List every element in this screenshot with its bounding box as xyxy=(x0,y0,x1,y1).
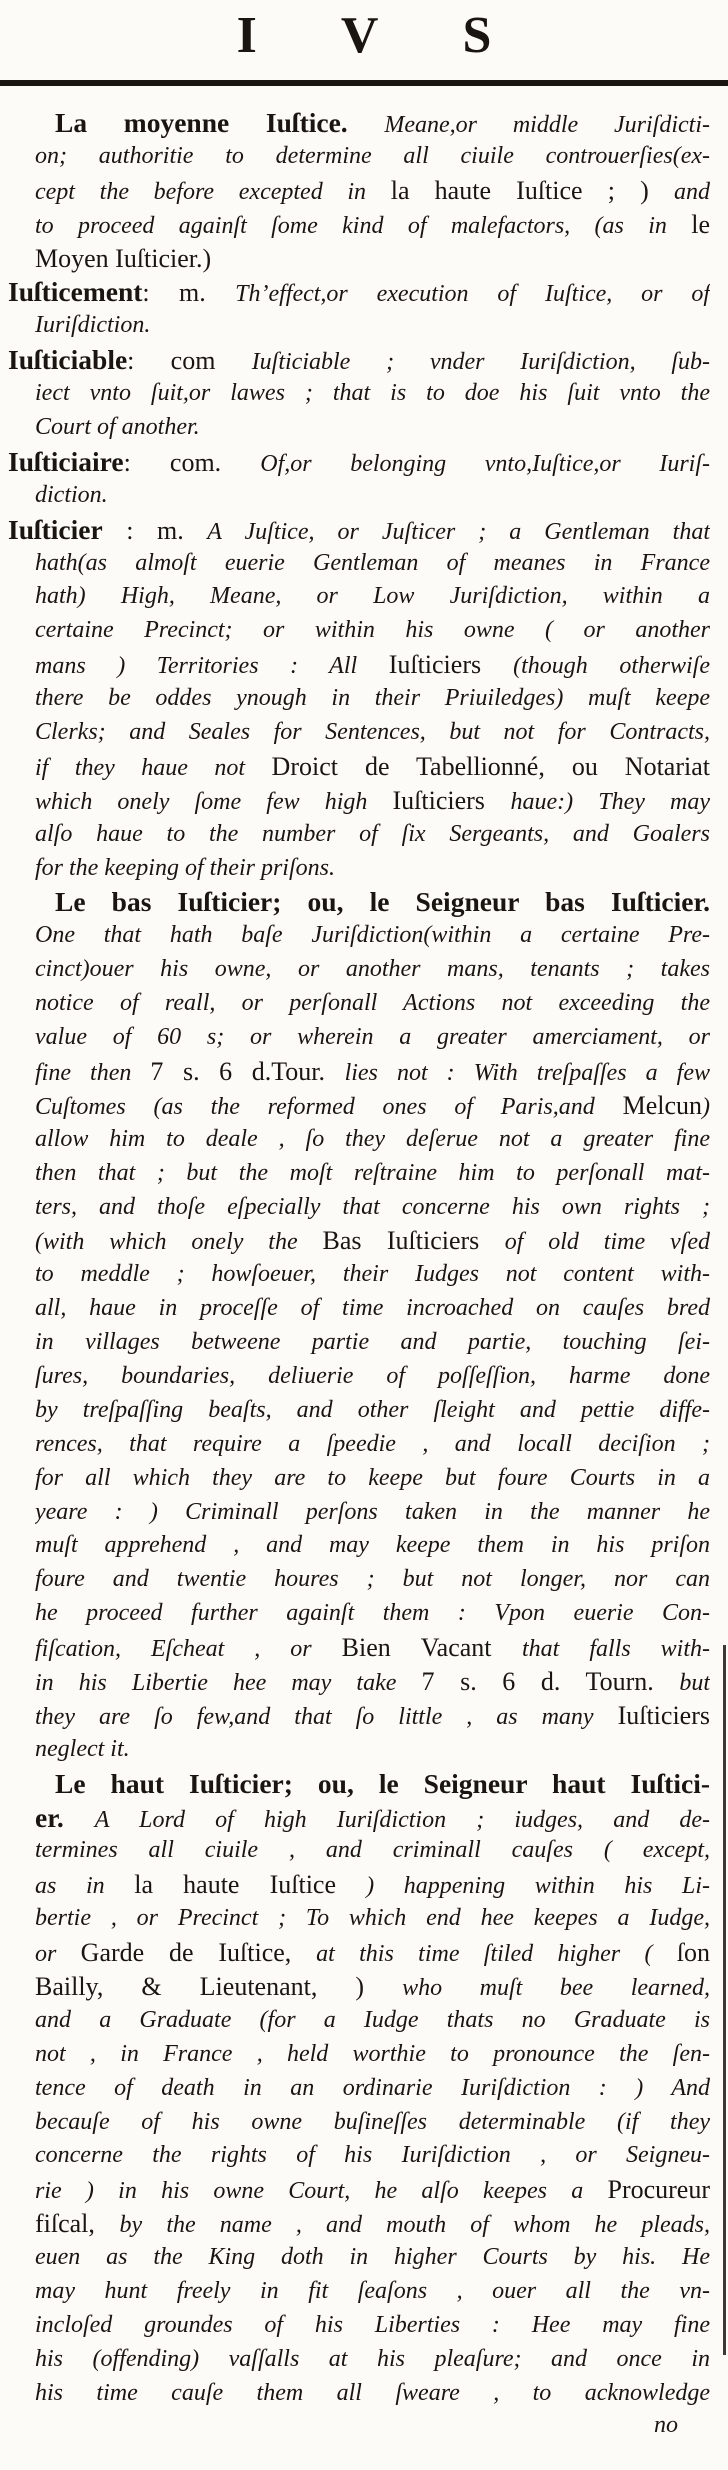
text-line xyxy=(8,445,710,479)
gloss-text: One that hath baſe Juriſdiction(within a certaine Pre- xyxy=(35,922,710,949)
dictionary-entry xyxy=(8,885,710,1766)
gloss-text: all, haue in proceſſe of time incroached on cauſes bred xyxy=(35,1295,710,1322)
roman-text: ſon xyxy=(676,1938,710,1968)
roman-text: le xyxy=(691,209,710,239)
gloss-text: value of 60 s; or wherein a greater amerciament, or xyxy=(35,1024,710,1051)
text-line xyxy=(35,174,710,208)
roman-text: Iuſticiers xyxy=(617,1700,710,1730)
text-line xyxy=(35,1089,710,1123)
roman-text: Iuſticiers xyxy=(388,650,514,680)
roman-text: 7 s. 6 d.Tour. xyxy=(150,1056,345,1086)
roman-text: : com. xyxy=(123,447,261,477)
text-line xyxy=(35,614,710,648)
gloss-text: then that ; but the moſt reſtraine him to perſonall mat- xyxy=(35,1159,710,1186)
text-line xyxy=(35,1597,710,1631)
text-line xyxy=(35,852,710,886)
gloss-text: muſt apprehend , and may keepe them in his priſon xyxy=(35,1532,710,1559)
headword-text: Iuſticiaire xyxy=(8,445,124,477)
gloss-text: of old time vſed xyxy=(504,1229,710,1256)
gloss-text: ) xyxy=(702,1093,710,1120)
dictionary-text xyxy=(0,106,728,2411)
text-line xyxy=(35,818,710,852)
gloss-text: his (offending) vaſſalls at his pleaſure; and once in xyxy=(35,2345,710,2372)
gloss-text: to proceed againſt ſome kind of malefactors, (as in xyxy=(35,212,692,239)
gloss-text: who muſt bee learned, xyxy=(402,1974,710,2001)
text-line xyxy=(35,2377,710,2411)
gloss-text: hath) High, Meane, or Low Juriſdiction, within a xyxy=(35,583,710,610)
text-line xyxy=(35,953,710,987)
gloss-text: (with which onely the xyxy=(35,1229,323,1256)
text-line xyxy=(35,1123,710,1157)
roman-text: la haute Iuſtice ; ) xyxy=(390,175,675,205)
text-line xyxy=(35,309,710,343)
roman-text: Bien Vacant xyxy=(341,1633,522,1663)
page-edge-line xyxy=(723,1645,726,2355)
gloss-text: his time cauſe them all ſweare , to acknowledge xyxy=(35,2379,710,2406)
gloss-text: iect vnto ſuit,or lawes ; that is to doe his ſuit vnto the xyxy=(35,380,710,407)
gloss-text: termines all ciuile , and criminall cauſes ( except, xyxy=(35,1837,710,1864)
text-line xyxy=(35,2106,710,2140)
headword-text: Le haut Iuſticier; ou, le Seigneur haut Iuſtici- xyxy=(55,1767,710,1799)
gloss-text: rie ) in his owne Court, he alſo keepes a xyxy=(35,2178,608,2205)
text-line xyxy=(8,343,710,377)
gloss-text: ſures, boundaries, deliuerie of poſſeſſion, harme done xyxy=(35,1362,710,1389)
header-rule xyxy=(0,80,728,86)
text-line xyxy=(35,1529,710,1563)
gloss-text: in his Libertie hee may take xyxy=(35,1669,422,1696)
text-line xyxy=(35,411,710,445)
gloss-text: fiſcation, Eſcheat , or xyxy=(35,1636,342,1663)
gloss-text: which onely ſome few high xyxy=(35,788,393,815)
text-line xyxy=(35,716,710,750)
gloss-text: at this time ſtiled higher ( xyxy=(316,1941,677,1968)
text-line xyxy=(35,2343,710,2377)
roman-text: fiſcal, xyxy=(35,2209,120,2239)
text-line xyxy=(35,2241,710,2275)
gloss-text: tence of death in an ordinarie Iuriſdiction : ) And xyxy=(35,2074,710,2101)
gloss-text: not , in France , held worthie to pronounce the ſen- xyxy=(35,2040,710,2067)
text-line xyxy=(35,1699,710,1733)
gloss-text: Meane,or middle Juriſdicti- xyxy=(384,112,710,138)
text-line xyxy=(35,1326,710,1360)
gloss-text: rences, that require a ſpeedie , and locall deciſion ; xyxy=(35,1430,710,1457)
text-line xyxy=(35,1258,710,1292)
gloss-text: for all which they are to keepe but foure Courts in a xyxy=(35,1464,710,1491)
dictionary-entry xyxy=(8,343,710,445)
gloss-text: they are ſo few,and that ſo little , as many xyxy=(35,1703,618,1730)
text-line xyxy=(35,479,710,513)
gloss-text: concerne the rights of his Iuriſdiction , or Seigneu- xyxy=(35,2142,710,2169)
gloss-text: and a Graduate (for a Iudge thats no Graduate is xyxy=(35,2006,710,2033)
gloss-text: cinct)ouer his owne, or another mans, tenants ; takes xyxy=(35,956,710,983)
roman-text: Melcun xyxy=(622,1090,702,1120)
gloss-text: in villages betweene partie and partie, touching ſei- xyxy=(35,1329,710,1356)
gloss-text: there be oddes ynough in their Priuiledges) muſt keepe xyxy=(35,685,710,712)
gloss-text: bertie , or Precinct ; To which end hee keepes a Iudge, xyxy=(35,1905,710,1932)
text-line xyxy=(35,1801,710,1835)
dictionary-entry xyxy=(8,275,710,343)
text-line xyxy=(35,648,710,682)
dictionary-entry xyxy=(8,445,710,513)
text-line xyxy=(35,682,710,716)
gloss-text: or xyxy=(35,1941,81,1968)
text-line xyxy=(55,885,710,919)
text-line xyxy=(35,1462,710,1496)
text-line xyxy=(35,987,710,1021)
gloss-text: neglect it. xyxy=(35,1735,130,1762)
text-line xyxy=(35,2004,710,2038)
gloss-text: A Lord of high Iuriſdiction ; iudges, and de- xyxy=(94,1806,710,1833)
roman-text: : m. xyxy=(142,278,236,308)
gloss-text: Iuſticiable ; vnder Iuriſdiction, ſub- xyxy=(251,349,710,376)
text-line xyxy=(55,1767,710,1801)
dictionary-entry xyxy=(8,106,710,275)
text-line xyxy=(35,2275,710,2309)
page-header: I V S xyxy=(236,7,528,64)
gloss-text: Clerks; and Seales for Sentences, but not for Contracts, xyxy=(35,719,710,746)
gloss-text: (though otherwiſe xyxy=(513,653,710,680)
gloss-text: ters, and thoſe eſpecially that concerne his own rights ; xyxy=(35,1193,710,1220)
text-line xyxy=(8,513,710,547)
gloss-text: that falls with- xyxy=(522,1636,710,1663)
text-line xyxy=(35,1021,710,1055)
text-line xyxy=(35,1834,710,1868)
gloss-text: certaine Precinct; or within his owne ( or another xyxy=(35,617,710,644)
headword-text: Iuſticiable xyxy=(8,344,128,376)
gloss-text: fine then xyxy=(35,1059,151,1086)
text-line xyxy=(35,1563,710,1597)
dictionary-entry xyxy=(8,1767,710,2411)
text-line xyxy=(35,2139,710,2173)
text-line xyxy=(35,1428,710,1462)
gloss-text: cept the before excepted in xyxy=(35,178,391,205)
roman-text: Procureur xyxy=(607,2175,710,2205)
text-line xyxy=(35,784,710,818)
gloss-text: as in xyxy=(35,1873,135,1900)
gloss-text: may hunt freely in fit ſeaſons , ouer all the vn- xyxy=(35,2278,710,2304)
roman-text: : m. xyxy=(102,515,208,545)
roman-text: Bas Iuſticiers xyxy=(322,1226,505,1256)
gloss-text: A Juſtice, or Juſticer ; a Gentleman that xyxy=(207,518,710,545)
gloss-text: yeare : ) Criminall perſons taken in the manner he xyxy=(35,1498,710,1525)
text-line xyxy=(35,1936,710,1970)
gloss-text: lies not : With treſpaſſes a few xyxy=(344,1059,710,1086)
gloss-text: ) happening within his Li- xyxy=(366,1873,710,1900)
gloss-text: allow him to deale , ſo they deſerue not a greater fine xyxy=(35,1125,710,1152)
text-line xyxy=(35,1733,710,1767)
text-line xyxy=(35,1631,710,1665)
text-line xyxy=(35,1055,710,1089)
gloss-text: foure and twentie houres ; but not longer, nor can xyxy=(35,1566,710,1593)
catchword: no xyxy=(654,2412,678,2438)
text-line xyxy=(35,2309,710,2343)
text-line xyxy=(35,2207,710,2241)
headword-text: Iuſticier xyxy=(8,513,103,545)
gloss-text: Th’effect,or execution of Iuſtice, or of xyxy=(235,281,710,308)
gloss-text: mans ) Territories : All xyxy=(35,653,389,680)
text-line xyxy=(35,2173,710,2207)
roman-text: 7 s. 6 d. Tourn. xyxy=(421,1666,680,1696)
headword-text: Iuſticement xyxy=(8,276,143,308)
gloss-text: for the keeping of their priſons. xyxy=(35,854,335,881)
roman-text: : com xyxy=(127,346,252,376)
text-line xyxy=(35,750,710,784)
text-line xyxy=(35,140,710,174)
gloss-text: Cuſtomes (as the reformed ones of Paris,and xyxy=(35,1093,623,1120)
text-line xyxy=(35,1868,710,1902)
gloss-text: but xyxy=(679,1669,710,1696)
text-line xyxy=(35,1191,710,1225)
text-line xyxy=(8,275,710,309)
gloss-text: if they haue not xyxy=(35,754,272,781)
text-line xyxy=(35,547,710,581)
gloss-text: haue:) They may xyxy=(510,788,710,815)
text-line xyxy=(35,2072,710,2106)
text-line xyxy=(55,106,710,140)
dictionary-entry xyxy=(8,513,710,886)
roman-text: Garde de Iuſtice, xyxy=(80,1938,317,1968)
text-line xyxy=(35,1224,710,1258)
text-line xyxy=(35,1665,710,1699)
gloss-text: becauſe of his owne buſineſſes determinable (if they xyxy=(35,2108,710,2135)
gloss-text: hath(as almoſt euerie Gentleman of meanes in France xyxy=(35,549,710,576)
gloss-text: Of,or belonging vnto,Iuſtice,or Iuriſ- xyxy=(260,450,710,477)
roman-text: Moyen Iuſticier.) xyxy=(35,243,212,273)
gloss-text: diction. xyxy=(35,481,108,508)
gloss-text: to meddle ; howſoeuer, their Iudges not content with- xyxy=(35,1261,710,1288)
roman-text: Droict de Tabellionné, ou Notariat xyxy=(271,751,710,781)
gloss-text: euen as the King doth in higher Courts by his. He xyxy=(35,2244,710,2271)
gloss-text: and xyxy=(674,178,710,205)
roman-text: Iuſticiers xyxy=(392,785,511,815)
text-line xyxy=(35,1394,710,1428)
text-line xyxy=(35,377,710,411)
text-line xyxy=(35,1902,710,1936)
text-line xyxy=(35,2038,710,2072)
headword-text: er. xyxy=(35,1801,95,1833)
headword-text: La moyenne Iuſtice. xyxy=(55,107,385,138)
text-line xyxy=(35,1360,710,1394)
gloss-text: on; authoritie to determine all ciuile controuerſies(ex- xyxy=(35,142,710,169)
text-line xyxy=(35,919,710,953)
roman-text: la haute Iuſtice xyxy=(134,1870,367,1900)
gloss-text: by the name , and mouth of whom he pleads, xyxy=(119,2212,710,2239)
gloss-text: alſo haue to the number of ſix Sergeants, and Goalers xyxy=(35,820,710,847)
headword-text: Le bas Iuſticier; ou, le Seigneur bas Iuſticier. xyxy=(55,886,710,918)
text-line xyxy=(35,242,710,276)
gloss-text: Iuriſdiction. xyxy=(35,312,151,339)
gloss-text: incloſed groundes of his Liberties : Hee may fine xyxy=(35,2311,710,2338)
text-line xyxy=(35,208,710,242)
text-line xyxy=(35,580,710,614)
text-line xyxy=(35,1292,710,1326)
gloss-text: he proceed further againſt them : Vpon euerie Con- xyxy=(35,1600,710,1627)
text-line xyxy=(35,1157,710,1191)
text-line xyxy=(35,1970,710,2004)
text-line xyxy=(35,1496,710,1530)
gloss-text: notice of reall, or perſonall Actions not exceeding the xyxy=(35,990,710,1017)
gloss-text: by treſpaſſing beaſts, and other ſleight and pettie diffe- xyxy=(35,1396,710,1423)
roman-text: Bailly, & Lieutenant, ) xyxy=(35,1971,403,2001)
gloss-text: Court of another. xyxy=(35,414,200,441)
